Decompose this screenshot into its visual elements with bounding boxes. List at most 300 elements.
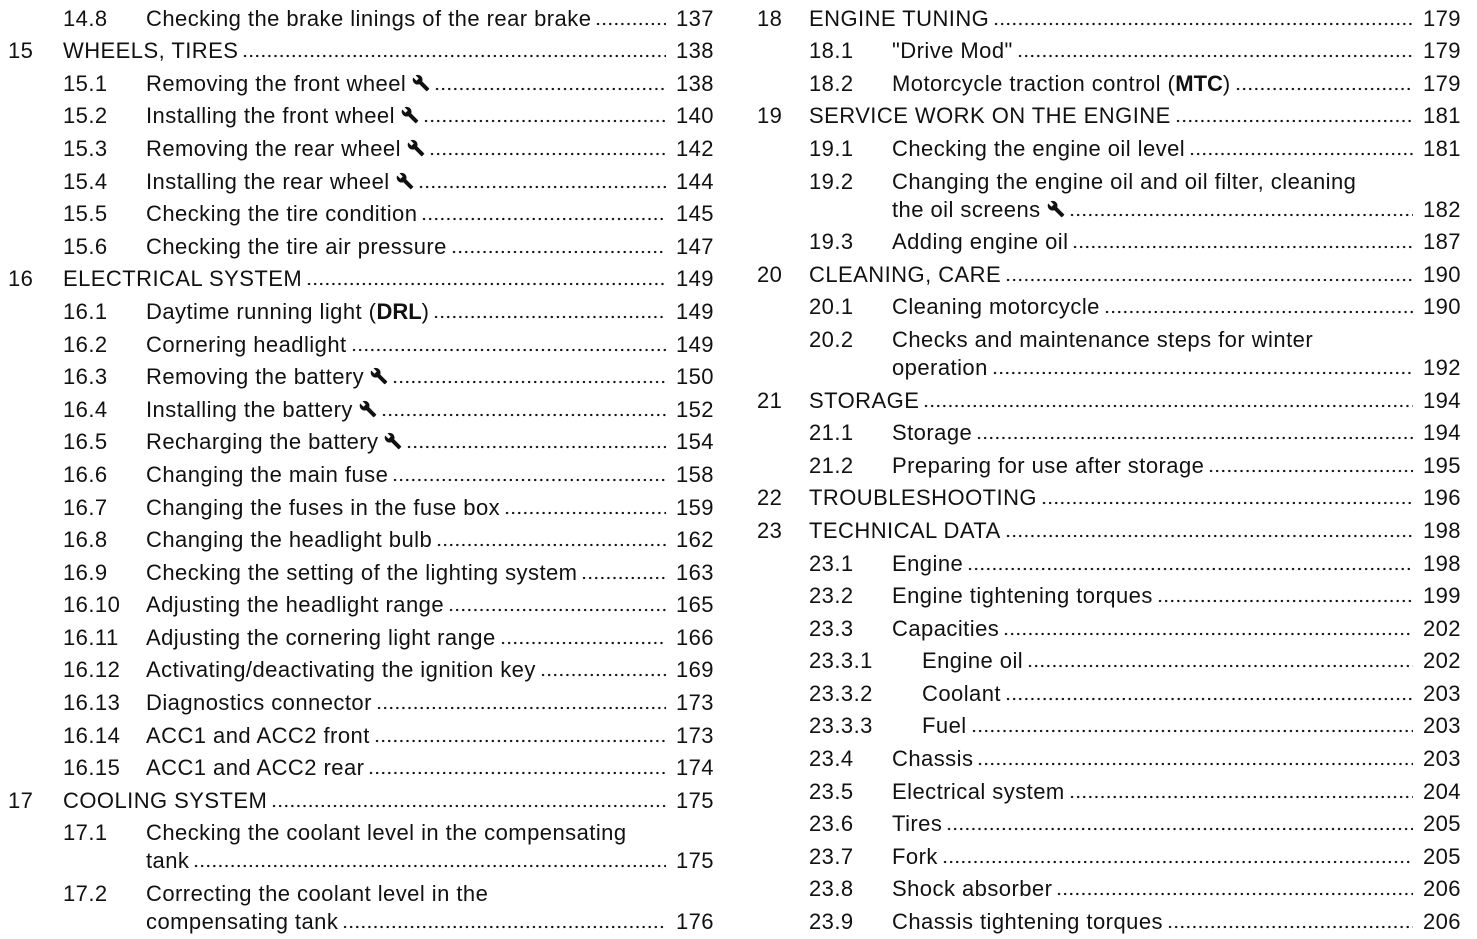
- entry-title: [892, 228, 1461, 256]
- page-number: 196: [1422, 485, 1461, 511]
- entry-title: [922, 647, 1461, 675]
- entry-number: 17.1: [63, 820, 108, 846]
- wrench-icon: [1047, 200, 1065, 218]
- page-number: 147: [675, 233, 714, 259]
- title-line: [146, 689, 714, 717]
- title-line: [146, 233, 714, 261]
- page-number: 199: [1422, 583, 1461, 609]
- page-number: 202: [1422, 615, 1461, 641]
- page-number: 198: [1422, 550, 1461, 576]
- title-line: [146, 722, 714, 750]
- title-text: "Drive Mod": [892, 38, 1013, 64]
- page-number: 149: [675, 298, 714, 324]
- entry-number: 23.1: [809, 550, 854, 576]
- toc-entry-16-10[interactable]: [8, 587, 714, 620]
- title-line: [922, 712, 1461, 740]
- title-text: ACC1 and ACC2 front: [146, 722, 370, 748]
- page-number: 158: [675, 461, 714, 487]
- entry-number: 16.2: [63, 331, 108, 357]
- title-text: Installing the rear wheel: [146, 168, 390, 194]
- entry-number: 22: [757, 485, 783, 511]
- entry-number: 15.1: [63, 70, 108, 96]
- page-number: 194: [1422, 387, 1461, 413]
- wrench-icon: [396, 172, 414, 190]
- entry-title: [146, 819, 714, 875]
- toc-entry-15-1[interactable]: [8, 65, 714, 98]
- entry-number: 20.2: [809, 326, 854, 352]
- toc-entry-19-1[interactable]: [757, 130, 1461, 163]
- page-number: 192: [1422, 354, 1461, 380]
- title-line: [892, 452, 1461, 480]
- entry-number: 19.3: [809, 229, 854, 255]
- toc-entry-16-12[interactable]: [8, 652, 714, 685]
- title-line: [146, 363, 714, 391]
- toc-chapter-19[interactable]: [757, 98, 1461, 131]
- page-number: 190: [1422, 294, 1461, 320]
- title-line: [146, 5, 714, 33]
- dot-leader: [1069, 795, 1413, 799]
- dot-leader: [1017, 54, 1413, 58]
- entry-title: [146, 233, 714, 261]
- entry-number: 15.2: [63, 103, 108, 129]
- toc-entry-16-1[interactable]: [8, 293, 714, 326]
- title-text: Adding engine oil: [892, 229, 1069, 255]
- title-text: ): [1222, 70, 1231, 96]
- toc-entry-16-14[interactable]: [8, 717, 714, 750]
- entry-title: [146, 880, 714, 936]
- toc-entry-16-3[interactable]: [8, 359, 714, 392]
- entry-number: 16.5: [63, 429, 108, 455]
- entry-title: [892, 745, 1461, 773]
- title-text: Electrical system: [892, 778, 1065, 804]
- page-number: 165: [675, 592, 714, 618]
- toc-entry-23-9[interactable]: [757, 903, 1461, 936]
- title-line: [892, 908, 1461, 936]
- title-line: [892, 875, 1461, 903]
- dot-leader: [271, 804, 666, 808]
- entry-title: [63, 787, 714, 815]
- title-text: Checking the tire air pressure: [146, 233, 447, 259]
- dot-leader: [421, 217, 666, 221]
- title-text: the oil screens: [892, 196, 1041, 222]
- toc-entry-21-2[interactable]: [757, 447, 1461, 480]
- entry-title: [63, 37, 714, 65]
- title-line: [892, 419, 1461, 447]
- entry-number: 16.3: [63, 364, 108, 390]
- title-text: Adjusting the headlight range: [146, 592, 445, 618]
- toc-entry-23-2[interactable]: [757, 578, 1461, 611]
- title-text: Shock absorber: [892, 876, 1053, 902]
- title-line: [146, 819, 714, 847]
- entry-title: [146, 494, 714, 522]
- dot-leader: [1041, 501, 1413, 505]
- title-line: [809, 261, 1461, 289]
- title-text: WHEELS, TIRES: [63, 38, 239, 64]
- entry-number: 16.13: [63, 690, 121, 716]
- entry-number: 23.3.1: [809, 648, 873, 674]
- dot-leader: [429, 152, 666, 156]
- toc-entry-16-6[interactable]: [8, 456, 714, 489]
- page-number: 179: [1422, 70, 1461, 96]
- title-text: Engine tightening torques: [892, 583, 1153, 609]
- entry-number: 18.1: [809, 38, 854, 64]
- page-number: 169: [675, 657, 714, 683]
- dot-leader: [451, 250, 666, 254]
- page-number: 138: [675, 38, 714, 64]
- toc-chapter-15[interactable]: [8, 33, 714, 66]
- toc-entry-16-8[interactable]: [8, 522, 714, 555]
- toc-chapter-20[interactable]: [757, 256, 1461, 289]
- entry-title: [809, 102, 1461, 130]
- entry-number: 19.1: [809, 135, 854, 161]
- dot-leader: [500, 641, 666, 645]
- title-text: Activating/deactivating the ignition key: [146, 657, 536, 683]
- toc-entry-20-1[interactable]: [757, 289, 1461, 322]
- toc-entry-19-3[interactable]: [757, 224, 1461, 257]
- toc-entry-16-11[interactable]: [8, 619, 714, 652]
- entry-number: 23.4: [809, 746, 854, 772]
- dot-leader: [923, 404, 1413, 408]
- title-text: CLEANING, CARE: [809, 261, 1002, 287]
- toc-column-right: [757, 0, 1461, 936]
- wrench-icon: [407, 139, 425, 157]
- title-line: [63, 37, 714, 65]
- title-text: Coolant: [922, 680, 1001, 706]
- entry-number: 19: [757, 103, 783, 129]
- entry-title: [146, 722, 714, 750]
- dot-leader: [993, 22, 1413, 26]
- title-text: tank: [146, 848, 190, 874]
- title-text: Diagnostics connector: [146, 690, 372, 716]
- toc-entry-15-5[interactable]: [8, 196, 714, 229]
- title-text: Installing the front wheel: [146, 103, 395, 129]
- entry-title: [146, 102, 714, 130]
- toc-entry-15-4[interactable]: [8, 163, 714, 196]
- entry-number: 23.3.2: [809, 680, 873, 706]
- title-line: [809, 517, 1461, 545]
- dot-leader: [242, 54, 666, 58]
- title-line: [146, 908, 714, 936]
- entry-title: [892, 293, 1461, 321]
- title-line: [892, 196, 1461, 224]
- toc-entry-23-3-3[interactable]: [757, 708, 1461, 741]
- entry-title: [146, 461, 714, 489]
- toc-entry-23-3[interactable]: [757, 610, 1461, 643]
- title-text: Motorcycle traction control (: [892, 70, 1176, 96]
- toc-entry-16-13[interactable]: [8, 684, 714, 717]
- page-number: 149: [675, 266, 714, 292]
- toc-chapter-23[interactable]: [757, 512, 1461, 545]
- entry-number: 21.2: [809, 452, 854, 478]
- entry-title: [892, 582, 1461, 610]
- entry-number: 17: [8, 787, 34, 813]
- entry-number: 23.2: [809, 583, 854, 609]
- entry-number: 16: [8, 266, 34, 292]
- dot-leader: [540, 673, 666, 677]
- dot-leader: [392, 380, 666, 384]
- entry-title: [809, 5, 1461, 33]
- entry-title: [892, 37, 1461, 65]
- title-line: [146, 102, 714, 130]
- title-line: [892, 168, 1461, 196]
- toc-entry-18-2[interactable]: [757, 65, 1461, 98]
- title-text: Cornering headlight: [146, 331, 347, 357]
- title-line: [146, 298, 714, 326]
- toc-entry-16-15[interactable]: [8, 750, 714, 783]
- entry-number: 15.4: [63, 168, 108, 194]
- entry-number: 23.9: [809, 909, 854, 935]
- toc-entry-20-2[interactable]: [757, 321, 1461, 382]
- entry-title: [922, 680, 1461, 708]
- page-number: 205: [1422, 843, 1461, 869]
- dot-leader: [418, 185, 666, 189]
- dot-leader: [448, 608, 666, 612]
- dot-leader: [967, 567, 1413, 571]
- page-number: 150: [675, 364, 714, 390]
- toc-entry-14-8[interactable]: [8, 0, 714, 33]
- dot-leader: [1167, 925, 1413, 929]
- dot-leader: [1157, 599, 1413, 603]
- wrench-icon: [384, 432, 402, 450]
- toc-entry-19-2[interactable]: [757, 163, 1461, 224]
- title-text: Recharging the battery: [146, 429, 379, 455]
- toc-entry-16-5[interactable]: [8, 424, 714, 457]
- title-text: operation: [892, 354, 988, 380]
- entry-number: 23.3: [809, 615, 854, 641]
- title-text: COOLING SYSTEM: [63, 787, 268, 813]
- page-number: 194: [1422, 420, 1461, 446]
- page-number: 145: [675, 201, 714, 227]
- toc-entry-23-6[interactable]: [757, 806, 1461, 839]
- page-number: 179: [1422, 38, 1461, 64]
- title-text: Removing the battery: [146, 364, 365, 390]
- toc-entry-15-3[interactable]: [8, 130, 714, 163]
- title-text: Changing the main fuse: [146, 461, 389, 487]
- page-number: 176: [675, 909, 714, 935]
- toc-entry-23-8[interactable]: [757, 871, 1461, 904]
- title-text: Correcting the coolant level in the: [146, 881, 489, 907]
- title-line: [146, 494, 714, 522]
- title-text: Checking the setting of the lighting system: [146, 559, 578, 585]
- dot-leader: [504, 511, 666, 515]
- entry-number: 16.15: [63, 755, 121, 781]
- title-line: [922, 680, 1461, 708]
- title-text: Daytime running light (: [146, 298, 377, 324]
- toc-entry-16-9[interactable]: [8, 554, 714, 587]
- toc-entry-23-3-1[interactable]: [757, 643, 1461, 676]
- title-line: [146, 135, 714, 163]
- entry-number: 14.8: [63, 5, 108, 31]
- page-number: 198: [1422, 517, 1461, 543]
- page-number: 163: [675, 559, 714, 585]
- page-number: 138: [675, 70, 714, 96]
- toc-chapter-18[interactable]: [757, 0, 1461, 33]
- title-text: compensating tank: [146, 909, 339, 935]
- page-number: 175: [675, 848, 714, 874]
- toc-chapter-17[interactable]: [8, 782, 714, 815]
- title-line: [146, 847, 714, 875]
- wrench-icon: [370, 367, 388, 385]
- title-text: TROUBLESHOOTING: [809, 485, 1037, 511]
- entry-title: [809, 261, 1461, 289]
- page-number: 159: [675, 494, 714, 520]
- title-line: [892, 745, 1461, 773]
- dot-leader: [193, 864, 666, 868]
- title-line: [892, 326, 1461, 354]
- dot-leader: [306, 282, 666, 286]
- page-number: 152: [675, 396, 714, 422]
- entry-number: 16.12: [63, 657, 121, 683]
- entry-number: 16.14: [63, 722, 121, 748]
- dot-leader: [1005, 278, 1413, 282]
- entry-title: [146, 526, 714, 554]
- entry-number: 17.2: [63, 881, 108, 907]
- wrench-icon: [401, 106, 419, 124]
- entry-title: [146, 135, 714, 163]
- dot-leader: [1027, 664, 1413, 668]
- entry-title: [892, 550, 1461, 578]
- title-line: [892, 615, 1461, 643]
- page-number: 137: [675, 5, 714, 31]
- dot-leader: [342, 925, 666, 929]
- dot-leader: [374, 739, 666, 743]
- dot-leader: [423, 119, 666, 123]
- page-number: 202: [1422, 648, 1461, 674]
- dot-leader: [436, 543, 666, 547]
- dot-leader: [942, 860, 1413, 864]
- toc-entry-17-2[interactable]: [8, 875, 714, 936]
- page-number: 182: [1422, 196, 1461, 222]
- page-number: 174: [675, 755, 714, 781]
- dot-leader: [1072, 245, 1412, 249]
- page-number: 162: [675, 527, 714, 553]
- title-line: [146, 200, 714, 228]
- entry-title: [892, 70, 1461, 98]
- dot-leader: [406, 445, 665, 449]
- title-line: [809, 484, 1461, 512]
- title-line: [892, 550, 1461, 578]
- page-number: 181: [1422, 135, 1461, 161]
- wrench-icon: [359, 400, 377, 418]
- title-text: Storage: [892, 420, 973, 446]
- page-number: 204: [1422, 778, 1461, 804]
- dot-leader: [392, 478, 666, 482]
- page-number: 179: [1422, 5, 1461, 31]
- toc-entry-15-6[interactable]: [8, 228, 714, 261]
- page-number: 142: [675, 135, 714, 161]
- dot-leader: [992, 371, 1413, 375]
- entry-title: [892, 615, 1461, 643]
- title-text: Removing the front wheel: [146, 70, 407, 96]
- entry-title: [146, 298, 714, 326]
- toc-entry-16-2[interactable]: [8, 326, 714, 359]
- dot-leader: [581, 576, 665, 580]
- title-line: [146, 880, 714, 908]
- entry-title: [892, 168, 1461, 224]
- title-line: [146, 331, 714, 359]
- abbreviation: MTC: [1175, 70, 1223, 96]
- entry-number: 23.5: [809, 778, 854, 804]
- page-number: 175: [675, 787, 714, 813]
- page-number: 195: [1422, 452, 1461, 478]
- abbreviation: DRL: [376, 298, 422, 324]
- title-text: Adjusting the cornering light range: [146, 624, 496, 650]
- toc-chapter-22[interactable]: [757, 480, 1461, 513]
- page-number: 173: [675, 690, 714, 716]
- entry-number: 23: [757, 517, 783, 543]
- toc-entry-15-2[interactable]: [8, 98, 714, 131]
- toc-entry-23-1[interactable]: [757, 545, 1461, 578]
- entry-title: [809, 484, 1461, 512]
- title-line: [892, 354, 1461, 382]
- toc-column-left: [8, 0, 714, 936]
- entry-number: 20.1: [809, 294, 854, 320]
- toc-entry-23-5[interactable]: [757, 773, 1461, 806]
- title-text: Fuel: [922, 713, 967, 739]
- entry-title: [146, 5, 714, 33]
- dot-leader: [971, 729, 1413, 733]
- entry-title: [146, 591, 714, 619]
- title-text: Chassis tightening torques: [892, 909, 1163, 935]
- entry-number: 20: [757, 261, 783, 287]
- entry-title: [146, 656, 714, 684]
- toc-entry-18-1[interactable]: [757, 33, 1461, 66]
- title-text: ): [421, 298, 430, 324]
- entry-number: 15.6: [63, 233, 108, 259]
- title-line: [146, 754, 714, 782]
- entry-number: 16.8: [63, 527, 108, 553]
- title-text: Chassis: [892, 746, 974, 772]
- entry-number: 23.7: [809, 843, 854, 869]
- page-number: 206: [1422, 909, 1461, 935]
- toc-entry-23-4[interactable]: [757, 740, 1461, 773]
- page-number: 181: [1422, 103, 1461, 129]
- entry-title: [146, 428, 714, 456]
- toc-chapter-21[interactable]: [757, 382, 1461, 415]
- dot-leader: [1189, 152, 1413, 156]
- toc-entry-16-4[interactable]: [8, 391, 714, 424]
- wrench-icon: [412, 74, 430, 92]
- title-text: Fork: [892, 843, 938, 869]
- title-text: Preparing for use after storage: [892, 452, 1205, 478]
- title-line: [892, 228, 1461, 256]
- toc-entry-21-1[interactable]: [757, 415, 1461, 448]
- title-text: Engine oil: [922, 648, 1024, 674]
- dot-leader: [1003, 632, 1413, 636]
- dot-leader: [977, 762, 1413, 766]
- page-number: 203: [1422, 713, 1461, 739]
- entry-number: 15.3: [63, 135, 108, 161]
- toc-entry-17-1[interactable]: [8, 815, 714, 876]
- toc-entry-23-7[interactable]: [757, 838, 1461, 871]
- dot-leader: [368, 771, 666, 775]
- title-line: [146, 70, 714, 98]
- title-text: Installing the battery: [146, 396, 353, 422]
- dot-leader: [1104, 310, 1413, 314]
- toc-entry-23-3-2[interactable]: [757, 675, 1461, 708]
- entry-number: 23.8: [809, 876, 854, 902]
- title-text: ENGINE TUNING: [809, 5, 990, 31]
- title-line: [809, 387, 1461, 415]
- toc-entry-16-7[interactable]: [8, 489, 714, 522]
- entry-number: 16.1: [63, 298, 108, 324]
- entry-title: [146, 754, 714, 782]
- toc-chapter-16[interactable]: [8, 261, 714, 294]
- entry-number: 16.9: [63, 559, 108, 585]
- title-line: [146, 168, 714, 196]
- entry-number: 16.4: [63, 396, 108, 422]
- dot-leader: [976, 436, 1413, 440]
